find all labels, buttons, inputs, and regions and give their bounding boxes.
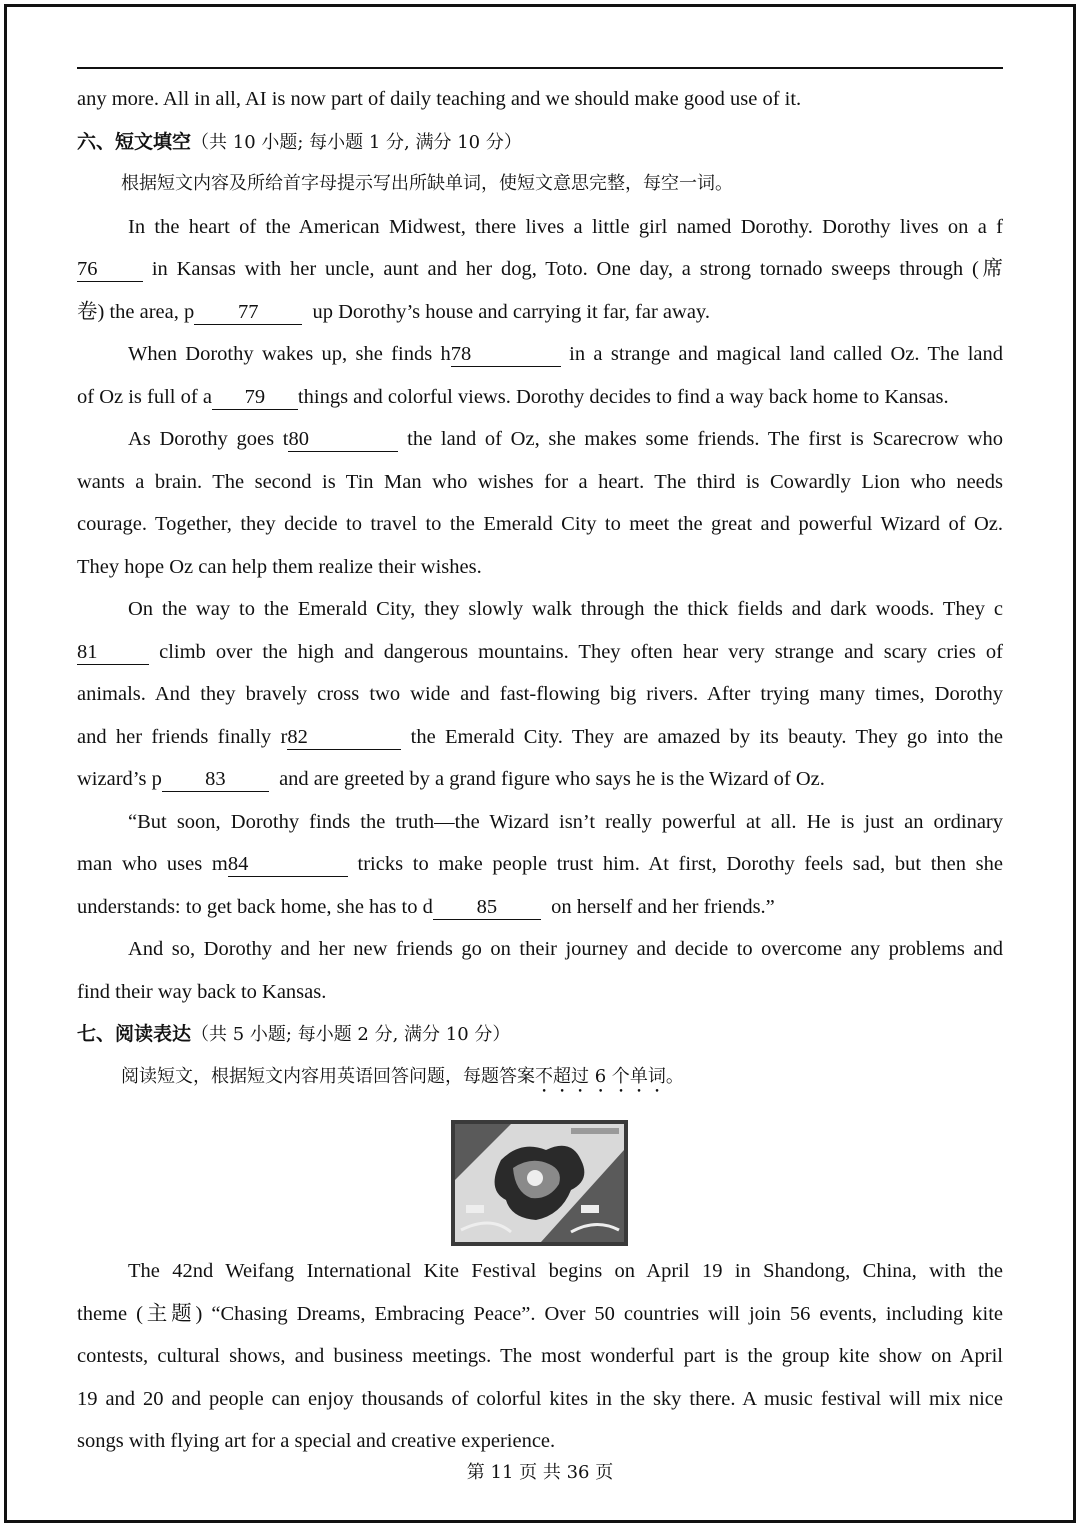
blank-85[interactable]: 85 [433,895,541,920]
passage-line: The 42nd Weifang International Kite Festival begins on April 19 in Shandong, China, with the [128,1260,1003,1282]
kite-festival-photo [451,1120,628,1246]
section6-title: 六、短文填空 [77,130,192,153]
passage-line: animals. And they bravely cross two wide and fast-flowing big rivers. After trying many times, Dorothy [77,683,1003,705]
section7-note: （共 5 小题; 每小题 2 分, 满分 10 分） [191,1024,511,1045]
passage-text: 卷) the area, p [77,300,195,323]
passage-line: theme (主题) “Chasing Dreams, Embracing Peace”. Over 50 countries will join 56 events, including kite [77,1302,1003,1325]
passage-line: 19 and 20 and people can enjoy thousands of colorful kites in the sky there. A music festival will mix nice [77,1387,1003,1410]
section7-title: 七、阅读表达 [77,1023,192,1045]
blank-81[interactable]: 81 [77,640,149,665]
blank-76[interactable]: 76 [77,257,143,282]
photo-area [77,1098,1003,1250]
passage-text: on herself and her friends.” [551,895,775,918]
passage-text: understands: to get back home, she has to d [77,895,433,918]
passage-line: find their way back to Kansas. [77,980,327,1003]
passage-text: the land of Oz, she makes some friends. The first is Scarecrow who [407,428,1003,450]
passage-line: In the heart of the American Midwest, there lives a little girl named Dorothy. Dorothy lives on a f [128,215,1003,238]
blank-77[interactable]: 77 [194,300,302,325]
passage-line: On the way to the Emerald City, they slowly walk through the thick fields and dark woods. They c [128,598,1003,620]
passage-text: and are greeted by a grand figure who says he is the Wizard of Oz. [279,768,825,790]
passage-line: wants a brain. The second is Tin Man who wishes for a heart. The third is Cowardly Lion who needs [77,470,1003,493]
passage-line [77,418,1003,461]
passage-text: tricks to make people trust him. At first, Dorothy feels sad, but then she [357,853,1003,875]
section6-instruction: 根据短文内容及所给首字母提示写出所缺单词，使短文意思完整，每空一词。 [121,173,733,194]
section6-note: （共 10 小题; 每小题 1 分, 满分 10 分） [191,131,522,153]
section7-heading [77,1013,1003,1056]
passage-text: of Oz is full of a [77,385,212,408]
passage-line: And so, Dorothy and her new friends go on their journey and decide to overcome any problems and [128,938,1003,960]
passage-line [77,376,1003,419]
blank-78[interactable]: 78 [451,342,561,367]
section6-heading [77,121,1003,164]
prev-text: any more. All in all, AI is now part of daily teaching and we should make good use of it. [77,88,802,110]
passage-text: up Dorothy’s house and carrying it far, far away. [312,300,710,323]
passage-line: They hope Oz can help them realize their wishes. [77,555,482,578]
blank-80[interactable]: 80 [288,427,398,452]
passage-line [77,291,1003,334]
passage-line [77,886,1003,929]
passage-text: man who uses m [77,853,228,875]
instruction-text: 。 [665,1065,684,1087]
top-rule [77,67,1003,69]
page-content [77,78,1003,1463]
passage-text: in Kansas with her uncle, aunt and her dog, Toto. One day, a strong tornado sweeps through (席 [151,258,1003,280]
blank-83[interactable]: 83 [162,767,269,792]
passage-text: wizard’s p [77,768,162,790]
passage-text: As Dorothy goes t [128,428,289,450]
passage-line [77,333,1003,376]
passage-text: and her friends finally r [77,725,288,748]
passage-line [77,631,1003,674]
passage-line [77,716,1003,759]
passage-line: courage. Together, they decide to travel to the Emerald City to meet the great and powerful Wizard of Oz. [77,513,1003,535]
instruction-text: 阅读短文，根据短文内容用英语回答问题，每题答案 [121,1065,535,1087]
emphasized-instruction: 不超过 6 个单词 [535,1065,666,1087]
passage-line: contests, cultural shows, and business meetings. The most wonderful part is the group kite show on April [77,1345,1003,1367]
passage-text: the Emerald City. They are amazed by its beauty. They go into the [410,725,1004,748]
passage-text: climb over the high and dangerous mountains. They often hear very strange and scary cries of [159,640,1004,663]
blank-82[interactable]: 82 [287,725,401,750]
passage-line [77,843,1003,886]
page-footer: 第 11 页 共 36 页 [466,1462,614,1483]
passage-line: songs with flying art for a special and creative experience. [77,1430,556,1452]
passage-text: in a strange and magical land called Oz. The land [569,343,1003,365]
passage-line [77,758,1003,801]
passage-line: “But soon, Dorothy finds the truth—the Wizard isn’t really powerful at all. He is just an ordinary [128,810,1003,833]
passage-line [77,248,1003,291]
blank-84[interactable]: 84 [228,852,348,877]
passage-text: When Dorothy wakes up, she finds h [128,343,451,365]
blank-79[interactable]: 79 [212,385,298,410]
passage-text: things and colorful views. Dorothy decides to find a way back home to Kansas. [297,385,949,408]
section7-instruction [77,1056,1003,1099]
